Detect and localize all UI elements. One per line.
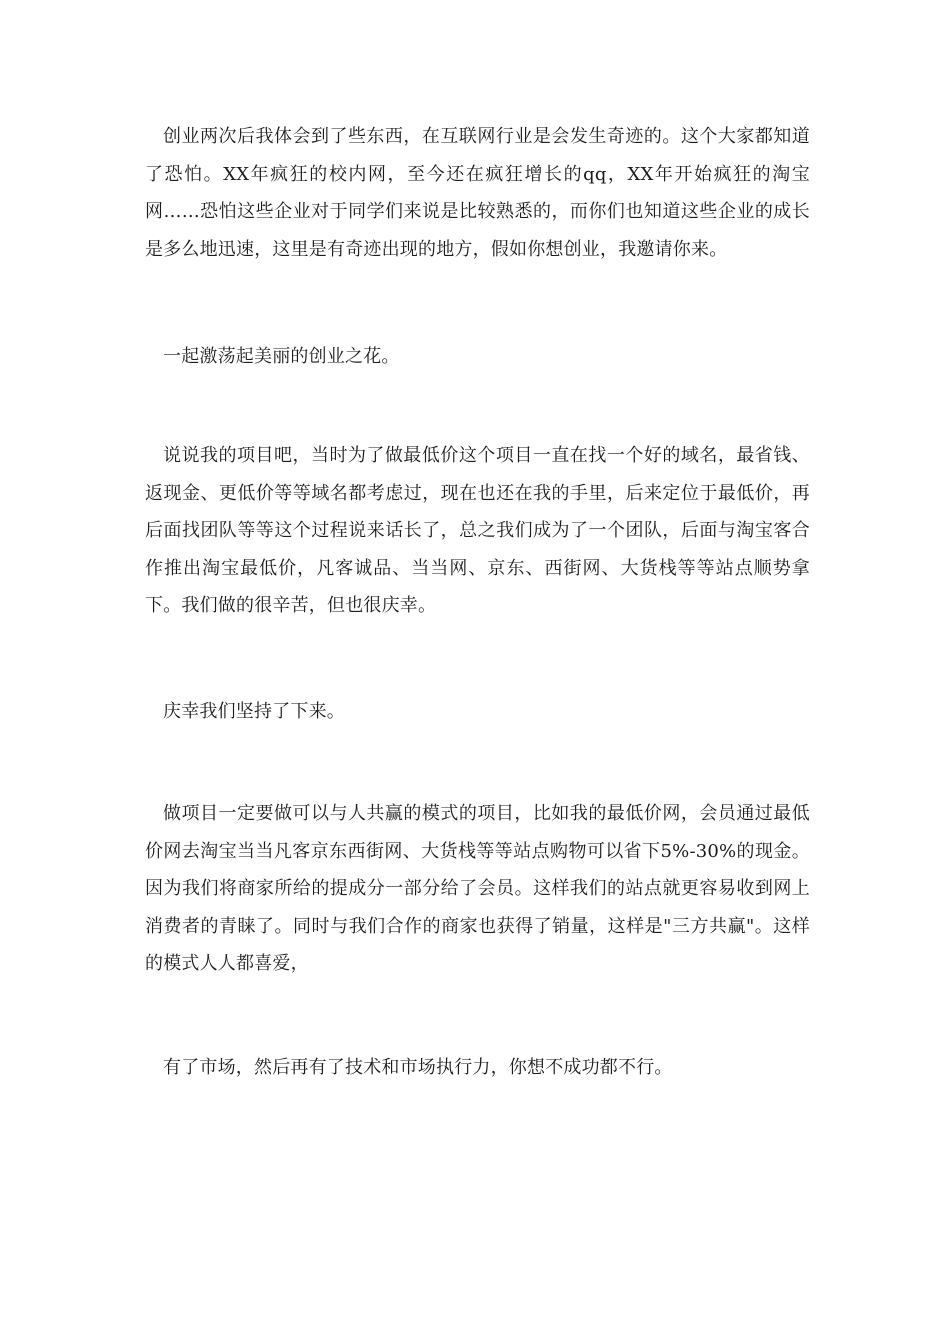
paragraph-4: 庆幸我们坚持了下来。	[163, 701, 345, 722]
paragraph-3: 说说我的项目吧，当时为了做最低价这个项目一直在找一个好的域名，最省钱、返现金、更低价等等域名都考虑过，现在也还在我的手里，后来定位于最低价，再后面找团队等等这个过程说来话长了，总之我们成为了一个团队，后面与淘宝客合作推出淘宝最低价，凡客诚品、当当网、京东、西街网、大货栈等等站点顺势拿下。我们做的很辛苦，但也很庆幸。	[145, 445, 810, 616]
paragraph-5: 做项目一定要做可以与人共赢的模式的项目，比如我的最低价网，会员通过最低价网去淘宝当当凡客京东西街网、大货栈等等站点购物可以省下5%-30%的现金。因为我们将商家所给的提成分一部分给了会员。这样我们的站点就更容易收到网上消费者的青睐了。同时与我们合作的商家也获得了销量，这样是"三方共赢"。这样的模式人人都喜爱，	[145, 803, 810, 974]
paragraph-6: 有了市场，然后再有了技术和市场执行力，你想不成功都不行。	[163, 1057, 673, 1078]
paragraph-1: 创业两次后我体会到了些东西，在互联网行业是会发生奇迹的。这个大家都知道了恐怕。XX年疯狂的校内网，至今还在疯狂增长的qq，XX年开始疯狂的淘宝网……恐怕这些企业对于同学们来说是比较熟悉的，而你们也知道这些企业的成长是多么地迅速，这里是有奇迹出现的地方，假如你想创业，我邀请你来。	[145, 126, 810, 260]
paragraph-2: 一起激荡起美丽的创业之花。	[163, 346, 400, 367]
